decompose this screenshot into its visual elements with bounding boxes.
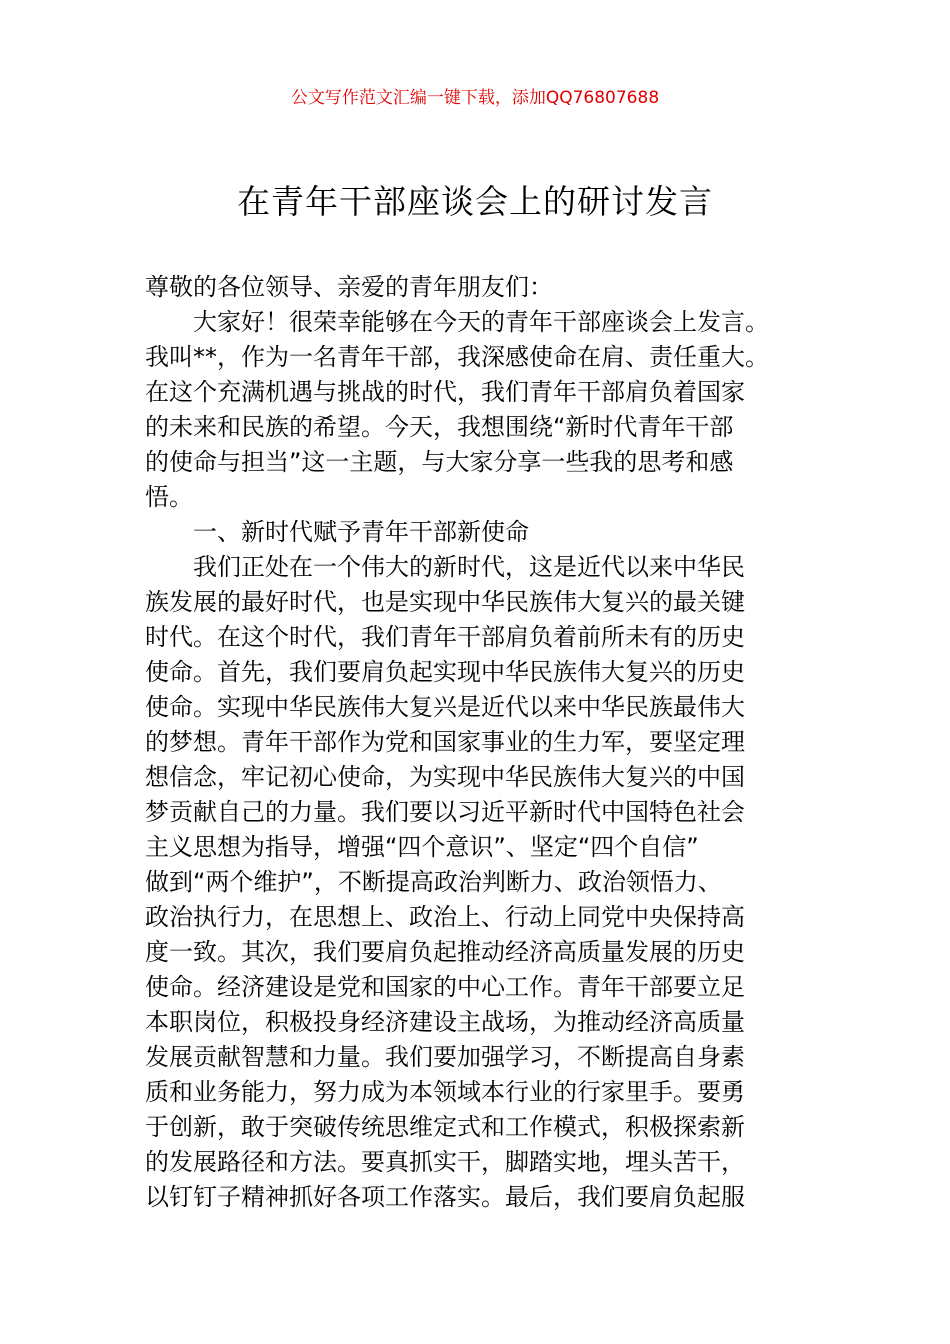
paragraph-line: 使命。首先，我们要肩负起实现中华民族伟大复兴的历史 xyxy=(145,658,745,686)
paragraph-line: 想信念，牢记初心使命，为实现中华民族伟大复兴的中国 xyxy=(145,763,745,791)
paragraph-line: 悟。 xyxy=(145,483,193,511)
page-title: 在青年干部座谈会上的研讨发言 xyxy=(237,182,713,221)
paragraph-line: 质和业务能力，努力成为本领域本行业的行家里手。要勇 xyxy=(145,1078,745,1106)
paragraph-line: 我们正处在一个伟大的新时代，这是近代以来中华民 xyxy=(193,553,745,581)
document-body xyxy=(145,270,810,1215)
paragraph-line: 做到“两个维护”，不断提高政治判断力、政治领悟力、 xyxy=(145,868,722,896)
paragraph-line: 我叫**，作为一名青年干部，我深感使命在肩、责任重大。 xyxy=(145,343,769,371)
paragraph-line: 使命。实现中华民族伟大复兴是近代以来中华民族最伟大 xyxy=(145,693,745,721)
paragraph-line: 梦贡献自己的力量。我们要以习近平新时代中国特色社会 xyxy=(145,798,745,826)
paragraph-line: 的梦想。青年干部作为党和国家事业的生力军，要坚定理 xyxy=(145,728,745,756)
paragraph-line: 主义思想为指导，增强“四个意识”、坚定“四个自信” xyxy=(145,833,699,861)
paragraph-line: 使命。经济建设是党和国家的中心工作。青年干部要立足 xyxy=(145,973,745,1001)
paragraph-line: 族发展的最好时代，也是实现中华民族伟大复兴的最关键 xyxy=(145,588,745,616)
salutation: 尊敬的各位领导、亲爱的青年朋友们： xyxy=(145,273,553,301)
paragraph-line: 于创新，敢于突破传统思维定式和工作模式，积极探索新 xyxy=(145,1113,745,1141)
paragraph-line: 大家好！很荣幸能够在今天的青年干部座谈会上发言。 xyxy=(193,308,769,336)
paragraph-line: 发展贡献智慧和力量。我们要加强学习，不断提高自身素 xyxy=(145,1043,745,1071)
paragraph-line: 时代。在这个时代，我们青年干部肩负着前所未有的历史 xyxy=(145,623,745,651)
header-note: 公文写作范文汇编一键下载，添加QQ76807688 xyxy=(290,88,660,108)
paragraph-line: 度一致。其次，我们要肩负起推动经济高质量发展的历史 xyxy=(145,938,745,966)
paragraph-line: 的未来和民族的希望。今天，我想围绕“新时代青年干部 xyxy=(145,413,734,441)
paragraph-line: 以钉钉子精神抓好各项工作落实。最后，我们要肩负起服 xyxy=(145,1183,745,1211)
paragraph-line: 的发展路径和方法。要真抓实干，脚踏实地，埋头苦干， xyxy=(145,1148,745,1176)
paragraph-line: 本职岗位，积极投身经济建设主战场，为推动经济高质量 xyxy=(145,1008,745,1036)
section-heading: 一、新时代赋予青年干部新使命 xyxy=(193,518,529,546)
paragraph-line: 在这个充满机遇与挑战的时代，我们青年干部肩负着国家 xyxy=(145,378,745,406)
paragraph-line: 的使命与担当”这一主题，与大家分享一些我的思考和感 xyxy=(145,448,734,476)
paragraph-line: 政治执行力，在思想上、政治上、行动上同党中央保持高 xyxy=(145,903,745,931)
